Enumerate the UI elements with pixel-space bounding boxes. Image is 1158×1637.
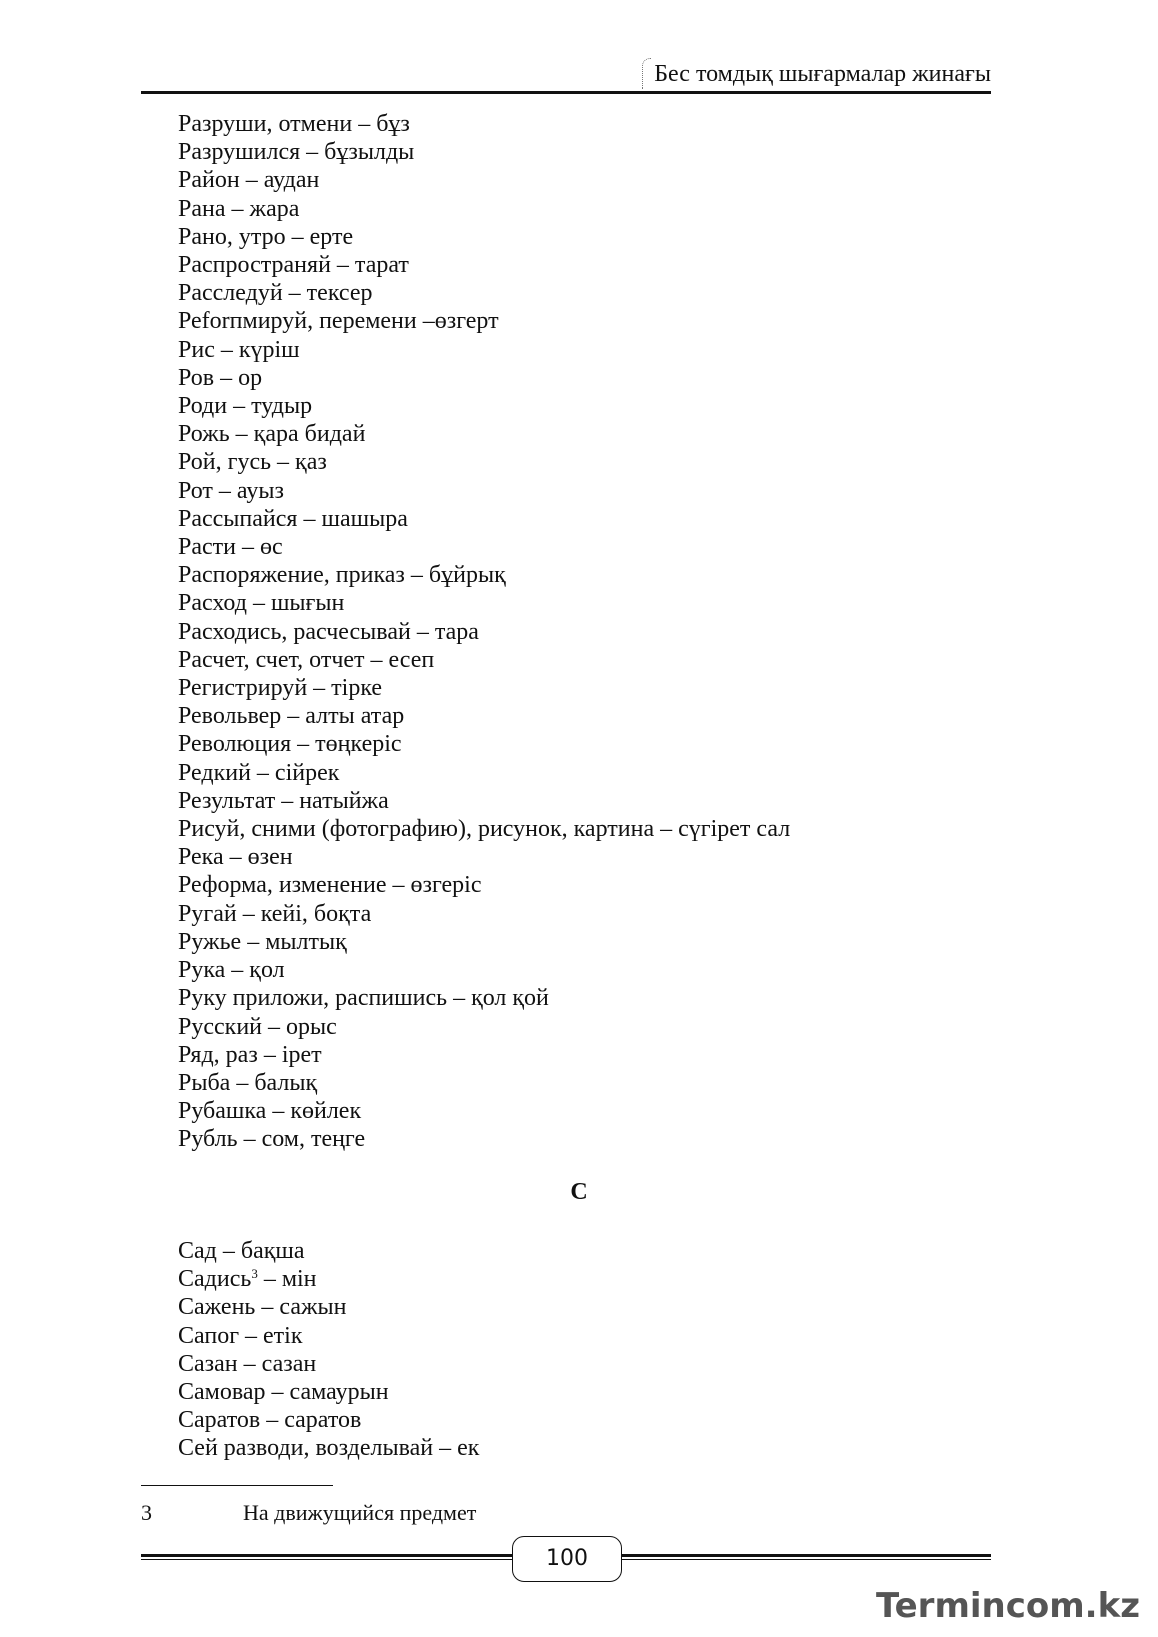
dictionary-entry: Район – аудан <box>178 167 320 194</box>
footnote-number: 3 <box>141 1500 152 1525</box>
footnote <box>141 1499 477 1527</box>
dictionary-entry: Сазан – сазан <box>178 1350 317 1377</box>
dictionary-entry: Ружье – мылтық <box>178 928 347 955</box>
dictionary-entry: Рассыпайся – шашыра <box>178 505 408 532</box>
dictionary-entries-s <box>178 1237 978 1463</box>
dictionary-entry: Сад – бақша <box>178 1238 305 1264</box>
dictionary-entry: Сапог – етік <box>178 1322 303 1349</box>
dictionary-entry: Сажень – сажын <box>178 1294 347 1321</box>
dictionary-entry: Разруши, отмени – бұз <box>178 111 410 137</box>
dictionary-entry: Расти – өс <box>178 534 283 561</box>
dictionary-entry: Рано, утро – ерте <box>178 223 354 250</box>
footnote-marker: 3 <box>251 1266 258 1282</box>
dictionary-entry: Ругай – кейі, боқта <box>178 900 372 927</box>
dictionary-entry: Реформа, изменение – өзгеріс <box>178 872 482 899</box>
running-header-text: Бес томдық шығармалар жинағы <box>654 61 991 87</box>
dictionary-entry: Рисуй, сними (фотографию), рисунок, картина – сүгірет сал <box>178 816 791 843</box>
dictionary-entry: Сей разводи, возделывай – ек <box>178 1435 480 1462</box>
dictionary-entry: Рубашка – көйлек <box>178 1098 362 1125</box>
dictionary-entry: Русский – орыс <box>178 1013 337 1040</box>
dictionary-entry: Расследуй – тексер <box>178 280 373 307</box>
section-letter: С <box>570 1179 588 1205</box>
watermark-logo: Termincom.kz <box>875 1586 1140 1626</box>
dictionary-entry: Регистрируй – тірке <box>178 675 383 702</box>
dictionary-entry: Расчет, счет, отчет – есеп <box>178 646 435 673</box>
dictionary-entry: Револьвер – алты атар <box>178 703 405 730</box>
dictionary-entry: Рана – жара <box>178 195 300 222</box>
entry-translation: – мін <box>257 1266 317 1293</box>
dictionary-entry: Разрушился – бұзылды <box>178 139 415 166</box>
header-rule <box>141 91 991 94</box>
entry-headword: Садись <box>178 1266 252 1293</box>
dictionary-entry: Результат – натыйжа <box>178 787 389 814</box>
dictionary-entry: Река – өзен <box>178 844 293 871</box>
header-notch-decoration <box>642 58 651 89</box>
dictionary-entry: Руку приложи, распишись – қол қой <box>178 985 549 1012</box>
dictionary-entry: Реforпмируй, перемени –өзгерт <box>178 308 499 335</box>
dictionary-entry-with-footnote <box>178 1265 978 1293</box>
dictionary-entry: Ров – ор <box>178 364 263 391</box>
dictionary-entry: Рот – ауыз <box>178 477 284 504</box>
dictionary-entry: Рой, гусь – қаз <box>178 449 327 476</box>
dictionary-entry: Самовар – самаурын <box>178 1379 389 1406</box>
dictionary-entry: Ряд, раз – ірет <box>178 1041 322 1068</box>
dictionary-entry: Революция – төңкеріс <box>178 731 402 758</box>
footnote-text: На движущийся предмет <box>243 1500 477 1525</box>
footnote-separator <box>141 1485 333 1486</box>
footer-rule-right <box>617 1554 991 1560</box>
page-number: 100 <box>512 1536 622 1582</box>
dictionary-entry: Рис – күріш <box>178 336 300 363</box>
dictionary-entry: Расход – шығын <box>178 590 345 617</box>
dictionary-entries-r <box>178 110 978 1154</box>
dictionary-entry: Рубль – сом, теңге <box>178 1126 366 1153</box>
dictionary-entry: Редкий – сійрек <box>178 759 340 786</box>
dictionary-entry: Роди – тудыр <box>178 393 313 420</box>
dictionary-entry: Распространяй – тарат <box>178 252 409 279</box>
footer-rule-left <box>141 1554 515 1560</box>
dictionary-entry: Распоряжение, приказ – бұйрық <box>178 562 506 589</box>
running-header <box>642 58 991 90</box>
dictionary-entry: Рожь – қара бидай <box>178 421 366 448</box>
dictionary-entry: Расходись, расчесывай – тара <box>178 618 479 645</box>
dictionary-entry: Саратов – саратов <box>178 1407 362 1434</box>
dictionary-entry: Рыба – балық <box>178 1069 318 1096</box>
dictionary-entry: Рука – қол <box>178 957 285 984</box>
